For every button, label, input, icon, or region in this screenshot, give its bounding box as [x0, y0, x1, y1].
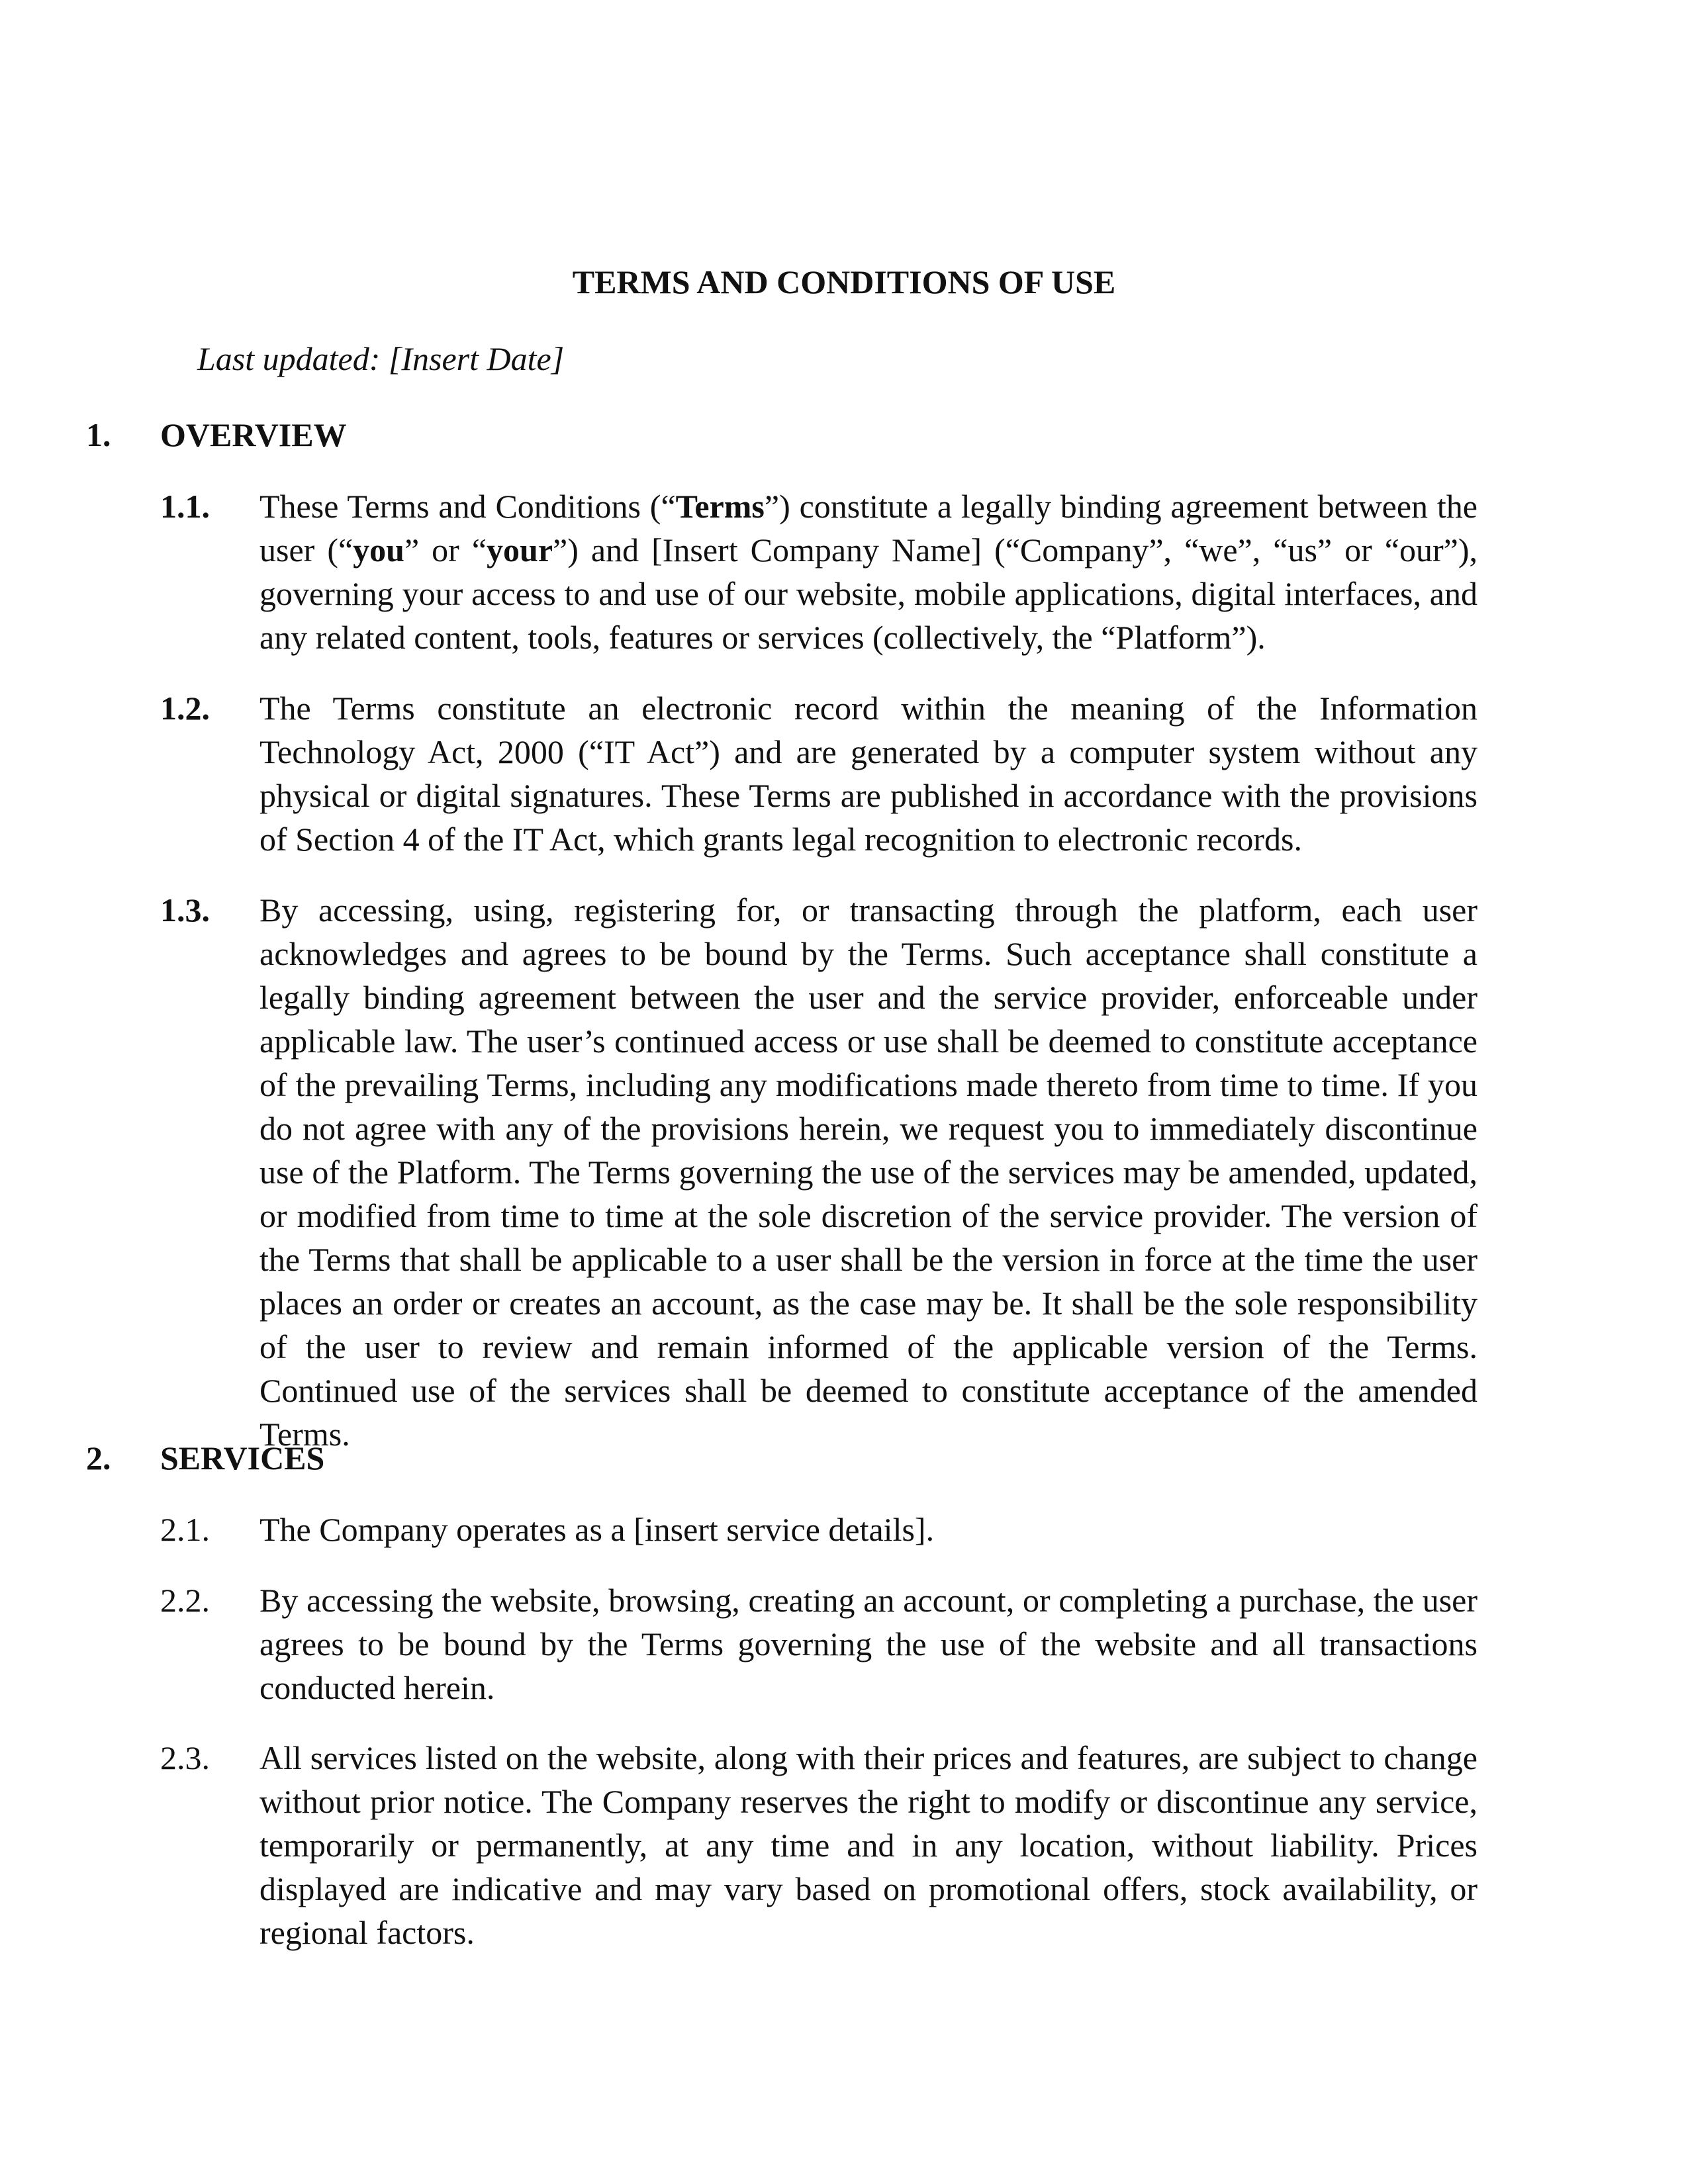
- clause-2-2: [160, 1578, 1477, 1709]
- last-updated-date: Last updated: [Insert Date]: [197, 340, 565, 377]
- clause-number: 1.2.: [160, 690, 210, 727]
- clause-text: These Terms and Conditions (“Terms”) constitute a legally binding agreement between the user (“you” or “your”) and [Insert Company Name] (“Company”, “we”, “us” or “our”), governing your access to and use of our website, mobile applications, digital interfaces, and any related content, tools, features or services (collectively, the “Platform”).: [259, 488, 1477, 656]
- document-title: TERMS AND CONDITIONS OF USE: [572, 263, 1116, 300]
- section-number: 1.: [86, 416, 111, 453]
- clause-number: 1.3.: [160, 891, 210, 929]
- clause-number: 2.1.: [160, 1511, 210, 1548]
- clause-1-1: [160, 484, 1477, 659]
- clause-text: The Terms constitute an electronic record within the meaning of the Information Technology Act, 2000 (“IT Act”) and are generated by a computer system without any physical or digital signatures. These Terms are published in accordance with the provisions of Section 4 of the IT Act, which grants legal recognition to electronic records.: [259, 690, 1477, 858]
- clause-number: 1.1.: [160, 488, 210, 525]
- clause-1-2: [160, 686, 1477, 861]
- clause-text: The Company operates as a [insert service details].: [259, 1511, 935, 1548]
- section-title: OVERVIEW: [160, 416, 347, 453]
- clause-text: By accessing the website, browsing, creating an account, or completing a purchase, the user agrees to be bound by the Terms governing the use of the website and all transactions conducted herein.: [259, 1582, 1477, 1706]
- clause-1-3: [160, 888, 1477, 1453]
- section-title: SERVICES: [160, 1439, 325, 1477]
- clause-text: By accessing, using, registering for, or transacting through the platform, each user acknowledges and agrees to be bound by the Terms. Such acceptance shall constitute a legally binding agreement between the user and the service provider, enforceable under applicable law. The user’s continued access or use shall be deemed to constitute acceptance of the prevailing Terms, including any modifications made thereto from time to time. If you do not agree with any of the provisions herein, we request you to immediately discontinue use of the Platform. The Terms governing the use of the services may be amended, updated, or modified from time to time at the sole discretion of the service provider. The version of the Terms that shall be applicable to a user shall be the version in force at the time the user places an order or creates an account, as the case may be. It shall be the sole responsibility of the user to review and remain informed of the applicable version of the Terms. Continued use of the services shall be deemed to constitute acceptance of the amended Terms.: [259, 891, 1477, 1453]
- clause-2-1: [160, 1508, 1477, 1551]
- clause-2-3: [160, 1736, 1477, 1954]
- clause-text: All services listed on the website, along with their prices and features, are subject to change without prior notice. The Company reserves the right to modify or discontinue any service, temporarily or permanently, at any time and in any location, without liability. Prices displayed are indicative and may vary based on promotional offers, stock availability, or regional factors.: [259, 1739, 1477, 1951]
- clause-number: 2.3.: [160, 1739, 210, 1776]
- section-number: 2.: [86, 1439, 111, 1477]
- clause-number: 2.2.: [160, 1582, 210, 1619]
